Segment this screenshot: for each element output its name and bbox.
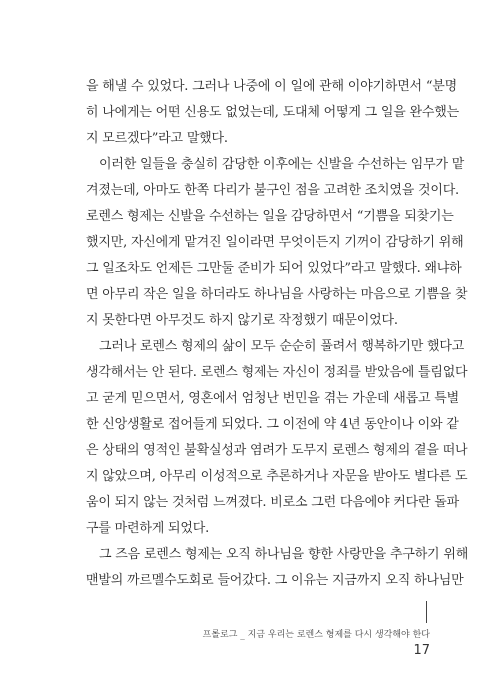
text-line: 을 해낼 수 있었다. 그러나 나중에 이 일에 관해 이야기하면서 “분명 (86, 79, 458, 94)
paragraph-first-line: 이러한 일들을 충실히 감당한 이후에는 신발을 수선하는 임무가 맡 (99, 157, 465, 172)
text-line: 했지만, 자신에게 맡겨진 일이라면 무엇이든지 기꺼이 감당하기 위해 (86, 235, 464, 250)
text-line: 맨발의 까르멜수도회로 들어갔다. 그 이유는 지금까지 오직 하나님만 (86, 573, 464, 588)
text-line: 지 않았으며, 아무리 이성적으로 추론하거나 자문을 받아도 별다른 도 (86, 469, 468, 484)
text-line: 은 상태의 영적인 불확실성과 염려가 도무지 로렌스 형제의 곁을 떠나 (86, 443, 468, 458)
text-line: 고 굳게 믿으면서, 영혼에서 엄청난 번민을 겪는 가운데 새롭고 특별 (86, 391, 459, 406)
footer-divider (426, 601, 427, 623)
page-number: 17 (413, 643, 430, 658)
text-line: 한 신앙생활로 접어들게 되었다. 그 이전에 약 4년 동안이나 이와 같 (86, 417, 459, 432)
text-line: 겨졌는데, 아마도 한쪽 다리가 불구인 점을 고려한 조치였을 것이다. (86, 183, 459, 198)
paragraph-first-line: 그러나 로렌스 형제의 삶이 모두 순순히 풀려서 행복하기만 했다고 (99, 339, 465, 354)
text-line: 지 모르겠다”라고 말했다. (86, 131, 228, 146)
text-line: 지 못한다면 아무것도 하지 않기로 작정했기 때문이었다. (86, 313, 398, 328)
body-text (86, 74, 469, 594)
text-line: 면 아무리 작은 일을 하더라도 하나님을 사랑하는 마음으로 기쁨을 찾 (86, 287, 468, 302)
text-line: 그 일조차도 언제든 그만둘 준비가 되어 있었다”라고 말했다. 왜냐하 (86, 261, 462, 276)
text-line: 생각해서는 안 된다. 로렌스 형제는 자신이 정죄를 받았음에 틀림없다 (86, 365, 468, 380)
text-line: 구를 마련하게 되었다. (86, 521, 210, 536)
text-line: 로렌스 형제는 신발을 수선하는 일을 감당하면서 “기쁨을 되찾기는 (86, 209, 454, 224)
running-title: 프롤로그 _ 지금 우리는 로렌스 형제를 다시 생각해야 한다 (202, 630, 430, 640)
text-line: 움이 되지 않는 것처럼 느껴졌다. 비로소 그런 다음에야 커다란 돌파 (86, 495, 459, 510)
text-line: 히 나에게는 어떤 신용도 없었는데, 도대체 어떻게 그 일을 완수했는 (86, 105, 459, 120)
paragraph-first-line: 그 즈음 로렌스 형제는 오직 하나님을 향한 사랑만을 추구하기 위해 (99, 547, 469, 562)
